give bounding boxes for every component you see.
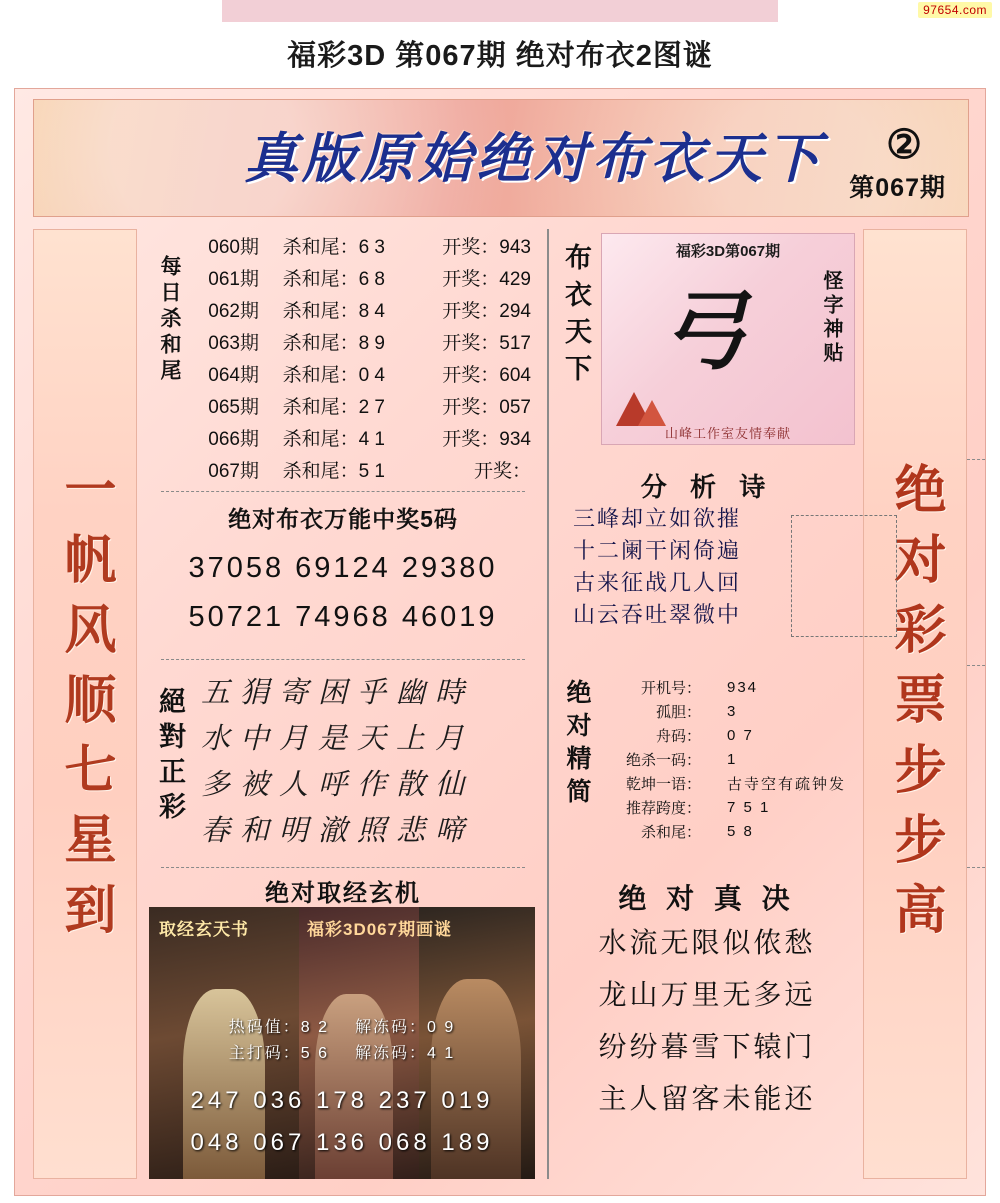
riddle-block <box>555 229 859 459</box>
content-area <box>143 229 859 1179</box>
analysis-line: 古来征战几人回 <box>573 571 742 596</box>
row-issue: 060期 <box>208 236 259 258</box>
summary-item <box>609 797 857 818</box>
row-open: 开奖：429 <box>442 268 531 290</box>
row-open: 开奖：934 <box>442 428 531 450</box>
scripture-number-row: 247 036 178 237 019 <box>190 1087 494 1114</box>
analysis-poem-block <box>555 463 859 663</box>
banner-issue: 第067期 <box>849 174 946 202</box>
couplet-right <box>863 229 967 1179</box>
summary-value: 3 <box>727 703 738 720</box>
calligraphy-line: 水中月是天上月 <box>201 721 475 755</box>
banner-headline: 真版原始绝对布衣天下 <box>244 126 824 190</box>
riddle-label: 布衣天下 <box>561 243 591 391</box>
divider <box>161 491 525 492</box>
thaw-code-value-2: 4 1 <box>427 1045 456 1062</box>
lucky-codes-row-2: 50721 74968 46019 <box>188 601 498 633</box>
summary-value: 7 5 1 <box>727 799 771 816</box>
analysis-empty-box <box>791 515 897 637</box>
scripture-caption: 绝对取经玄机 <box>265 880 421 907</box>
summary-item <box>609 677 857 698</box>
couplet-left-text: 一帆风顺七星到 <box>55 462 116 952</box>
hot-code-key: 热码值： <box>228 1019 301 1036</box>
summary-value: 古寺空有疏钟发 <box>727 776 847 793</box>
lucky-codes-row-1: 37058 69124 29380 <box>188 552 498 584</box>
row-sum: 杀和尾：8 4 <box>282 300 385 322</box>
scripture-number-row: 048 067 136 068 189 <box>190 1129 494 1156</box>
analysis-line: 十二阑干闲倚遍 <box>573 539 742 564</box>
scripture-value-row <box>149 1014 535 1037</box>
row-sum: 杀和尾：6 8 <box>282 268 385 290</box>
draw-history-block <box>143 229 543 491</box>
row-sum: 杀和尾：5 1 <box>282 460 385 482</box>
row-open: 开奖：604 <box>442 364 531 386</box>
draw-history-label: 每日杀和尾 <box>158 255 181 385</box>
calligraphy-line: 多被人呼作散仙 <box>201 767 475 801</box>
calligraphy-line: 春和明澈照悲啼 <box>201 813 475 847</box>
row-issue: 067期 <box>208 460 259 482</box>
riddle-glyph: 弓 <box>660 281 746 382</box>
truth-verse-line: 纷纷暮雪下辕门 <box>598 1031 816 1062</box>
summary-value: 0 7 <box>727 727 754 744</box>
poster-frame <box>14 88 986 1196</box>
row-open: 开奖：943 <box>442 236 531 258</box>
row-open: 开奖：294 <box>442 300 531 322</box>
truth-verse-caption: 绝 对 真 决 <box>618 883 796 914</box>
row-sum: 杀和尾：0 4 <box>282 364 385 386</box>
analysis-line: 三峰却立如欲摧 <box>573 507 742 532</box>
table-row <box>187 325 539 357</box>
row-open: 开奖：057 <box>442 396 531 418</box>
thaw-code-key-2: 解冻码： <box>355 1045 428 1062</box>
lucky-codes-block <box>143 495 543 657</box>
top-pink-strip <box>222 0 778 22</box>
row-issue: 064期 <box>208 364 259 386</box>
row-sum: 杀和尾：4 1 <box>282 428 385 450</box>
summary-value: 934 <box>727 679 759 696</box>
main-code-key: 主打码： <box>228 1045 301 1062</box>
scripture-numbers <box>149 1073 535 1171</box>
summary-item <box>609 773 857 794</box>
summary-key: 杀和尾： <box>640 824 701 841</box>
riddle-image <box>601 233 855 445</box>
watermark-label: 97654.com <box>918 2 992 18</box>
table-row <box>187 357 539 389</box>
row-sum: 杀和尾：8 9 <box>282 332 385 354</box>
summary-item <box>609 821 857 842</box>
truth-verse-block <box>555 871 859 1179</box>
table-row <box>187 261 539 293</box>
summary-value: 1 <box>727 751 738 768</box>
scripture-value-row <box>149 1040 535 1063</box>
summary-item <box>609 749 857 770</box>
thaw-code-key: 解冻码： <box>355 1019 428 1036</box>
couplet-right-text: 绝对彩票步步高 <box>885 462 946 952</box>
summary-key: 绝杀一码： <box>625 752 701 769</box>
divider <box>967 459 986 460</box>
couplet-left <box>33 229 137 1179</box>
summary-value: 5 8 <box>727 823 754 840</box>
riddle-credit: 山峰工作室友情奉献 <box>664 426 791 441</box>
top-watermark-bar <box>0 0 1000 22</box>
page-title: 福彩3D 第067期 绝对布衣2图谜 <box>287 39 713 72</box>
table-row <box>187 421 539 453</box>
divider <box>967 665 986 666</box>
analysis-caption: 分 析 诗 <box>640 472 774 502</box>
table-row <box>187 389 539 421</box>
lucky-caption: 绝对布衣万能中奖5码 <box>228 506 458 532</box>
summary-block <box>555 669 859 865</box>
summary-key: 乾坤一语： <box>625 776 701 793</box>
main-code-value: 5 6 <box>300 1045 329 1062</box>
calligraphy-label: 絕對正彩 <box>155 687 185 827</box>
row-issue: 065期 <box>208 396 259 418</box>
table-row <box>187 293 539 325</box>
table-row <box>187 453 539 485</box>
column-divider <box>547 229 549 1179</box>
truth-verse-line: 主人留客未能还 <box>598 1083 816 1114</box>
row-sum: 杀和尾：2 7 <box>282 396 385 418</box>
row-issue: 066期 <box>208 428 259 450</box>
photo-title-right: 福彩3D067期画谜 <box>307 920 453 939</box>
scripture-values <box>149 1011 535 1066</box>
summary-key: 孤胆： <box>655 704 701 721</box>
calligraphy-line: 五狷寄困乎幽時 <box>201 675 475 709</box>
summary-key: 开机号： <box>640 680 701 697</box>
scripture-block <box>143 871 543 1179</box>
calligraphy-poem-block <box>143 663 543 865</box>
row-open: 开奖： <box>473 460 531 482</box>
truth-verse-line: 龙山万里无多远 <box>598 979 816 1010</box>
photo-title-left: 取经玄天书 <box>159 920 249 939</box>
row-sum: 杀和尾：6 3 <box>282 236 385 258</box>
hot-code-value: 8 2 <box>300 1019 329 1036</box>
riddle-side-text: 怪字神贴 <box>820 270 842 366</box>
riddle-image-title: 福彩3D第067期 <box>675 243 781 260</box>
divider <box>161 659 525 660</box>
table-row <box>187 229 539 261</box>
row-issue: 062期 <box>208 300 259 322</box>
row-issue: 061期 <box>208 268 259 290</box>
bottom-margin <box>0 1196 1000 1203</box>
analysis-line: 山云吞吐翠微中 <box>573 603 742 628</box>
summary-item <box>609 725 857 746</box>
summary-item <box>609 701 857 722</box>
poster-banner <box>33 99 969 217</box>
calligraphy-lines <box>201 669 541 853</box>
divider <box>161 867 525 868</box>
scripture-photo-strip <box>149 907 535 1179</box>
thaw-code-value: 0 9 <box>427 1019 456 1036</box>
summary-label: 绝对精简 <box>563 679 591 811</box>
summary-key: 推荐跨度： <box>625 800 701 817</box>
row-open: 开奖：517 <box>442 332 531 354</box>
right-column <box>555 229 859 1179</box>
banner-circle-number: ② <box>886 123 922 167</box>
row-issue: 063期 <box>208 332 259 354</box>
summary-key: 舟码： <box>655 728 701 745</box>
truth-verse-line: 水流无限似侬愁 <box>598 927 816 958</box>
divider <box>967 867 986 868</box>
